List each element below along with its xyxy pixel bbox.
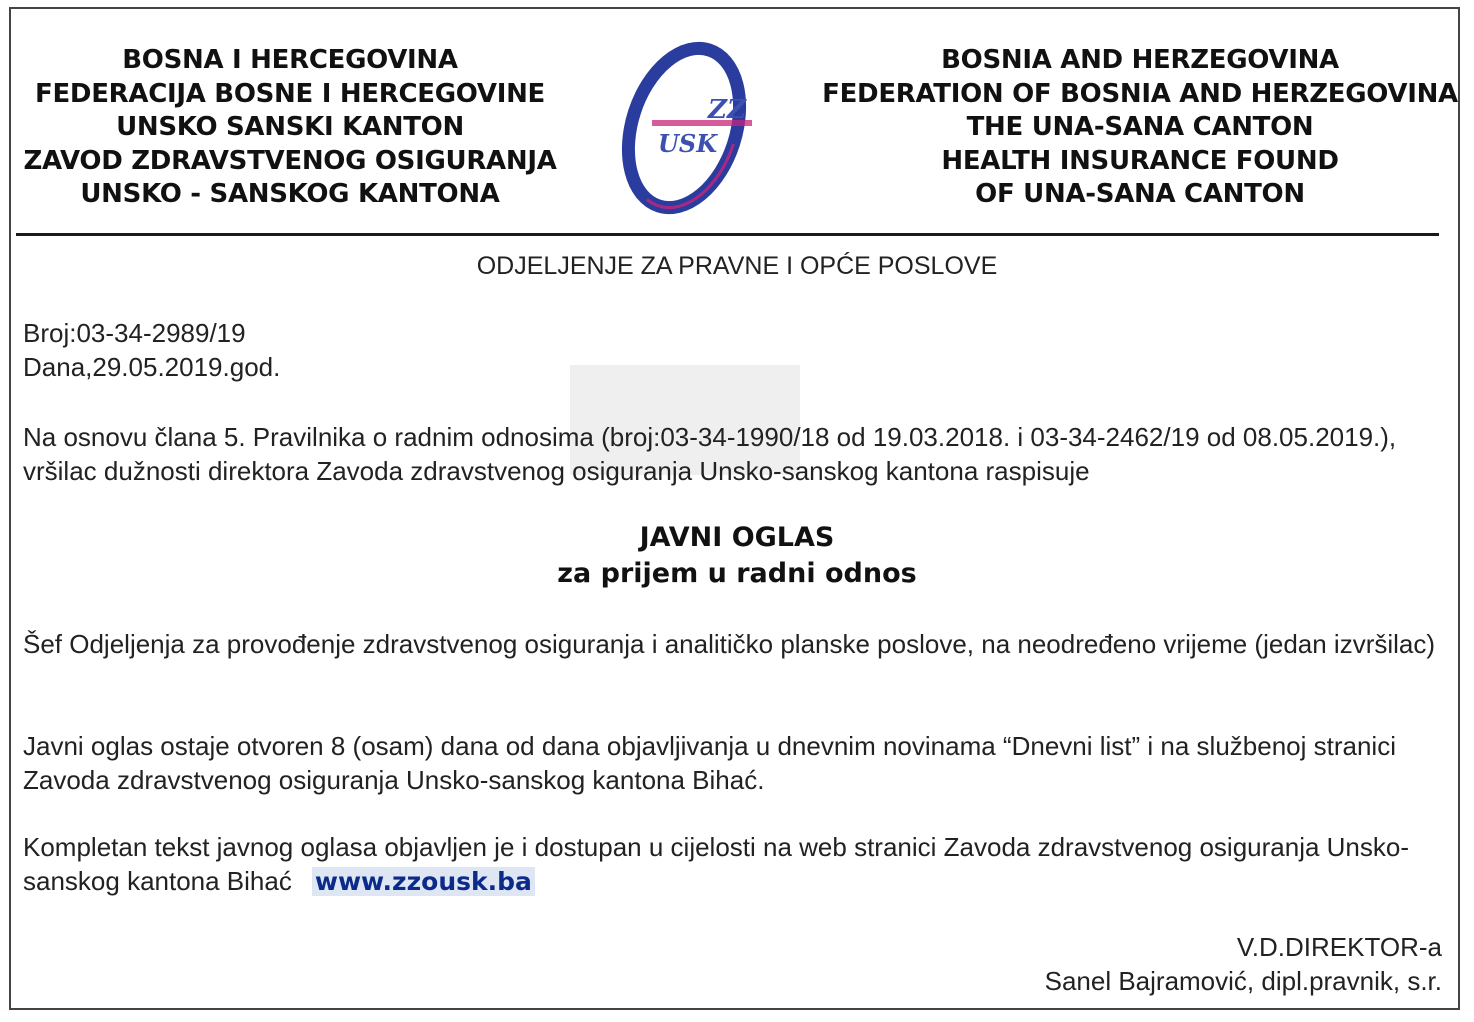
header-right-line: THE UNA-SANA CANTON (966, 112, 1314, 142)
header-left-line: FEDERACIJA BOSNE I HERCEGOVINE (35, 78, 545, 109)
document-number: Broj:03-34-2989/19 (23, 318, 246, 348)
signatory-role: V.D.DIREKTOR-a (1236, 932, 1442, 962)
department-heading: ODJELJENJE ZA PRAVNE I OPĆE POSLOVE (476, 252, 998, 280)
title-line-1: JAVNI OGLAS (639, 522, 835, 553)
logo-text-zz: ZZ (708, 95, 746, 125)
header-left-line: ZAVOD ZDRAVSTVENOG OSIGURANJA (23, 145, 557, 176)
full-text-paragraph (23, 830, 1443, 899)
zzousk-logo (612, 28, 762, 218)
document-date: Dana,29.05.2019.god. (23, 352, 281, 382)
full-text-sentence: Kompletan tekst javnog oglasa objavljen je i dostupan u cijelosti na web stranici Zavoda zdravstvenog osiguranja Unsko-sanskog kantona Bihać (23, 832, 1410, 896)
header-local-authority (20, 44, 560, 212)
signatory-name: Sanel Bajramović, dipl.pravnik, s.r. (1044, 966, 1442, 996)
intro-paragraph: Na osnovu člana 5. Pravilnika o radnim odnosima (broj:03-34-1990/18 od 19.03.2018. i 03-34-2462/19 od 08.05.2019.), vršilac dužnosti direktora Zavoda zdravstvenog osiguranja Unsko-sanskog kantona raspisuje (23, 422, 1397, 486)
position-paragraph: Šef Odjeljenja za provođenje zdravstvenog osiguranja i analitičko planske poslove, na neodređeno vrijeme (jedan izvršilac) (23, 629, 1436, 659)
open-period-paragraph: Javni oglas ostaje otvoren 8 (osam) dana od dana objavljivanja u dnevnim novinama “Dnevni list” i na službenoj stranici Zavoda zdravstvenog osiguranja Unsko-sanskog kantona Bihać. (23, 731, 1396, 795)
header-right-line: FEDERATION OF BOSNIA AND HERZEGOVINA (822, 78, 1458, 109)
header-divider (16, 233, 1439, 236)
header-left-line: UNSKO SANSKI KANTON (116, 112, 464, 142)
header-english-authority (820, 44, 1460, 212)
website-link[interactable]: www.zzousk.ba (312, 867, 535, 896)
header-right-line: HEALTH INSURANCE FOUND (941, 145, 1339, 176)
logo-text-usk: USK (658, 129, 718, 158)
signature-block (1045, 930, 1442, 998)
announcement-title (0, 520, 1474, 592)
header-right-line: OF UNA-SANA CANTON (975, 179, 1305, 209)
document-meta (23, 316, 280, 384)
header-left-line: UNSKO - SANSKOG KANTONA (80, 179, 500, 209)
header-left-line: BOSNA I HERCEGOVINA (122, 45, 458, 75)
title-line-2: za prijem u radni odnos (557, 558, 917, 589)
header-right-line: BOSNIA AND HERZEGOVINA (941, 45, 1339, 75)
